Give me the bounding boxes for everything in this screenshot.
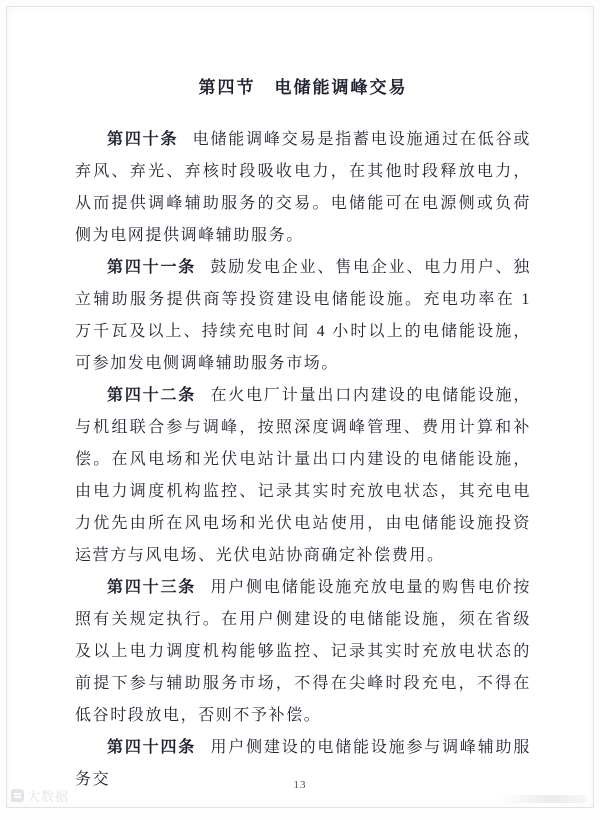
- section-title: 第四节 电储能调峰交易: [198, 78, 408, 97]
- article-number: 第四十一条: [107, 259, 197, 276]
- article-number: 第四十条: [107, 131, 179, 148]
- article-text: 鼓励发电企业、售电企业、电力用户、独立辅助服务提供商等投资建设电储能设施。充电功率在 1 万千瓦及以上、持续充电时间 4 小时以上的电储能设施，可参加发电侧调峰辅助服务市场。: [75, 259, 531, 372]
- article-text: 电储能调峰交易是指蓄电设施通过在低谷或弃风、弃光、弃核时段吸收电力，在其他时段释放电力，从而提供调峰辅助服务的交易。电储能可在电源侧或负荷侧为电网提供调峰辅助服务。: [75, 131, 531, 244]
- article-paragraph: [75, 124, 531, 252]
- article-number: 第四十三条: [107, 579, 197, 596]
- article-paragraph: [75, 380, 531, 572]
- article-text: 用户侧建设的电储能设施参与调峰辅助服务交: [75, 739, 531, 788]
- watermark-text: 大数据: [27, 789, 70, 804]
- article-paragraph: [75, 572, 531, 732]
- document-page: [6, 6, 594, 808]
- article-text: 用户侧电储能设施充放电量的购售电价按照有关规定执行。在用户侧建设的电储能设施，须在省级及以上电力调度机构能够监控、记录其实时充放电状态的前提下参与辅助服务市场，不得在尖峰时段充电，不得在低谷时段放电，否则不予补偿。: [75, 579, 531, 724]
- article-text: 在火电厂计量出口内建设的电储能设施，与机组联合参与调峰，按照深度调峰管理、费用计算和补偿。在风电场和光伏电站计量出口内建设的电储能设施，由电力调度机构监控、记录其实时充放电状态，其充电电力优先由所在风电场和光伏电站使用，由电储能设施投资运营方与风电场、光伏电站协商确定补偿费用。: [75, 387, 531, 564]
- article-number: 第四十二条: [107, 387, 197, 404]
- article-paragraph: [75, 252, 531, 380]
- chart-bubble-icon: [11, 789, 24, 802]
- scan-artifact: [499, 795, 587, 803]
- page-footer: [7, 779, 593, 791]
- page-number: 13: [293, 779, 307, 791]
- article-number: 第四十四条: [107, 739, 197, 756]
- document-content: [7, 7, 593, 796]
- watermark-logo: [11, 786, 69, 805]
